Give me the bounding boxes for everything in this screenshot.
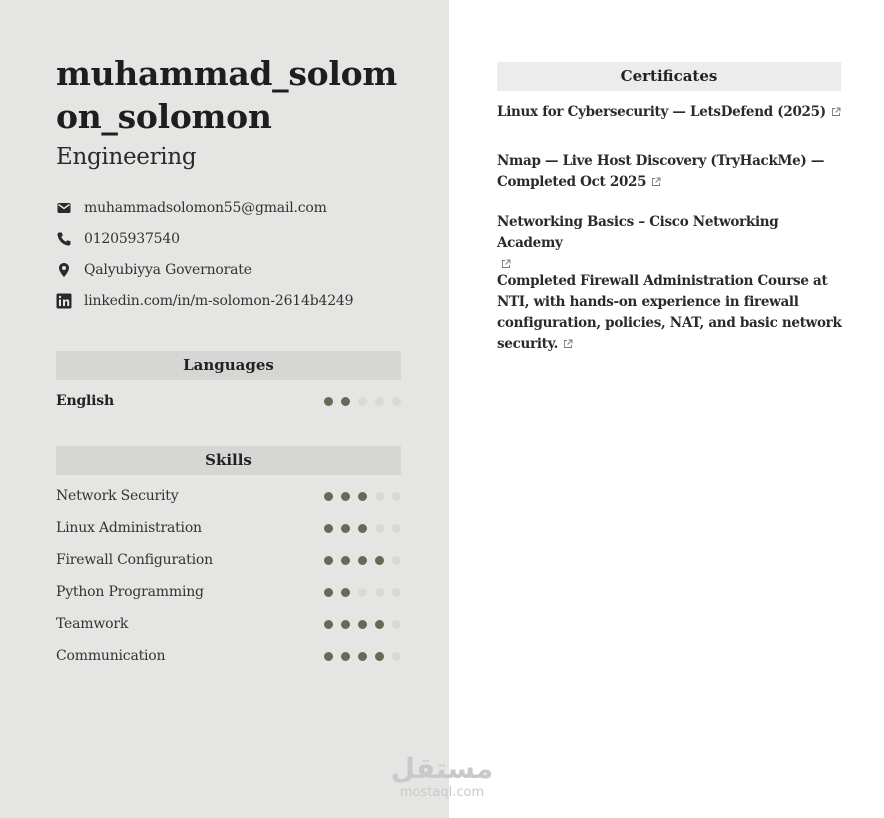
rating-dot-filled bbox=[358, 620, 367, 629]
certificate-item[interactable] bbox=[497, 212, 843, 275]
skill-label: Linux Administration bbox=[56, 520, 202, 536]
rating-dot-empty bbox=[392, 524, 401, 533]
contact-location-text: Qalyubiyya Governorate bbox=[84, 261, 252, 278]
contact-email[interactable] bbox=[56, 192, 416, 223]
certificate-text: Networking Basics – Cisco Networking Academy bbox=[497, 214, 779, 251]
rating-dot-filled bbox=[341, 397, 350, 406]
contact-phone[interactable] bbox=[56, 223, 416, 254]
rating-dot-empty bbox=[375, 524, 384, 533]
skills-heading: Skills bbox=[56, 446, 401, 475]
rating-dot-empty bbox=[392, 588, 401, 597]
external-link-icon[interactable] bbox=[563, 339, 573, 349]
rating-dot-filled bbox=[324, 620, 333, 629]
rating-dot-empty bbox=[358, 397, 367, 406]
rating-dot-empty bbox=[392, 620, 401, 629]
rating-dot-empty bbox=[392, 492, 401, 501]
languages-heading: Languages bbox=[56, 351, 401, 380]
language-row bbox=[56, 390, 401, 412]
external-link-icon[interactable] bbox=[501, 259, 511, 269]
profile-name: muhammad_solomon_solomon bbox=[56, 54, 397, 136]
rating-dot-filled bbox=[341, 588, 350, 597]
rating-dot-filled bbox=[341, 556, 350, 565]
rating-dot-filled bbox=[375, 652, 384, 661]
skill-row bbox=[56, 581, 401, 603]
phone-icon bbox=[56, 231, 72, 247]
watermark-latin: mostaql.com bbox=[399, 785, 485, 800]
rating-dot-empty bbox=[392, 556, 401, 565]
skill-row bbox=[56, 549, 401, 571]
watermark bbox=[388, 752, 496, 800]
skill-rating bbox=[324, 556, 401, 565]
rating-dot-filled bbox=[341, 620, 350, 629]
contact-linkedin[interactable] bbox=[56, 285, 416, 316]
rating-dot-filled bbox=[358, 556, 367, 565]
skill-label: Python Programming bbox=[56, 584, 204, 600]
skill-label: Firewall Configuration bbox=[56, 552, 213, 568]
linkedin-icon bbox=[56, 293, 72, 309]
rating-dot-empty bbox=[392, 397, 401, 406]
rating-dot-empty bbox=[375, 397, 384, 406]
contact-list bbox=[56, 192, 416, 316]
certificate-text: Linux for Cybersecurity — LetsDefend (2025) bbox=[497, 104, 826, 120]
watermark-arabic: مستقل bbox=[390, 752, 494, 785]
rating-dot-empty bbox=[358, 588, 367, 597]
rating-dot-filled bbox=[375, 556, 384, 565]
rating-dot-filled bbox=[324, 397, 333, 406]
rating-dot-filled bbox=[358, 652, 367, 661]
skill-rating bbox=[324, 588, 401, 597]
contact-email-text: muhammadsolomon55@gmail.com bbox=[84, 199, 327, 216]
skill-label: Communication bbox=[56, 648, 166, 664]
skill-rating bbox=[324, 620, 401, 629]
skill-rating bbox=[324, 524, 401, 533]
certificate-item[interactable] bbox=[497, 271, 843, 355]
certificate-text: Completed Firewall Administration Course at NTI, with hands-on experience in firewall configuration, policies, NAT, and basic network security. bbox=[497, 273, 842, 352]
external-link-icon[interactable] bbox=[651, 177, 661, 187]
rating-dot-filled bbox=[324, 652, 333, 661]
rating-dot-filled bbox=[324, 492, 333, 501]
certificate-item[interactable] bbox=[497, 151, 843, 193]
skill-row bbox=[56, 645, 401, 667]
rating-dot-filled bbox=[375, 620, 384, 629]
location-pin-icon bbox=[56, 262, 72, 278]
skill-row bbox=[56, 485, 401, 507]
skill-rating bbox=[324, 492, 401, 501]
rating-dot-filled bbox=[341, 652, 350, 661]
rating-dot-filled bbox=[324, 556, 333, 565]
contact-location bbox=[56, 254, 416, 285]
skill-rating bbox=[324, 652, 401, 661]
rating-dot-filled bbox=[341, 524, 350, 533]
rating-dot-filled bbox=[358, 524, 367, 533]
rating-dot-filled bbox=[358, 492, 367, 501]
skill-label: Network Security bbox=[56, 488, 179, 504]
skill-row bbox=[56, 517, 401, 539]
language-label: English bbox=[56, 393, 114, 409]
contact-linkedin-text: linkedin.com/in/m-solomon-2614b4249 bbox=[84, 292, 354, 309]
profile-title: Engineering bbox=[56, 144, 197, 170]
external-link-icon[interactable] bbox=[831, 107, 841, 117]
language-rating bbox=[324, 397, 401, 406]
rating-dot-empty bbox=[375, 492, 384, 501]
certificates-heading: Certificates bbox=[497, 62, 841, 91]
rating-dot-empty bbox=[375, 588, 384, 597]
rating-dot-filled bbox=[341, 492, 350, 501]
rating-dot-filled bbox=[324, 524, 333, 533]
certificate-item[interactable] bbox=[497, 102, 843, 123]
rating-dot-empty bbox=[392, 652, 401, 661]
contact-phone-text: 01205937540 bbox=[84, 230, 180, 247]
rating-dot-filled bbox=[324, 588, 333, 597]
skill-row bbox=[56, 613, 401, 635]
certificate-text: Nmap — Live Host Discovery (TryHackMe) — Completed Oct 2025 bbox=[497, 153, 825, 190]
skill-label: Teamwork bbox=[56, 616, 129, 632]
envelope-icon bbox=[56, 200, 72, 216]
